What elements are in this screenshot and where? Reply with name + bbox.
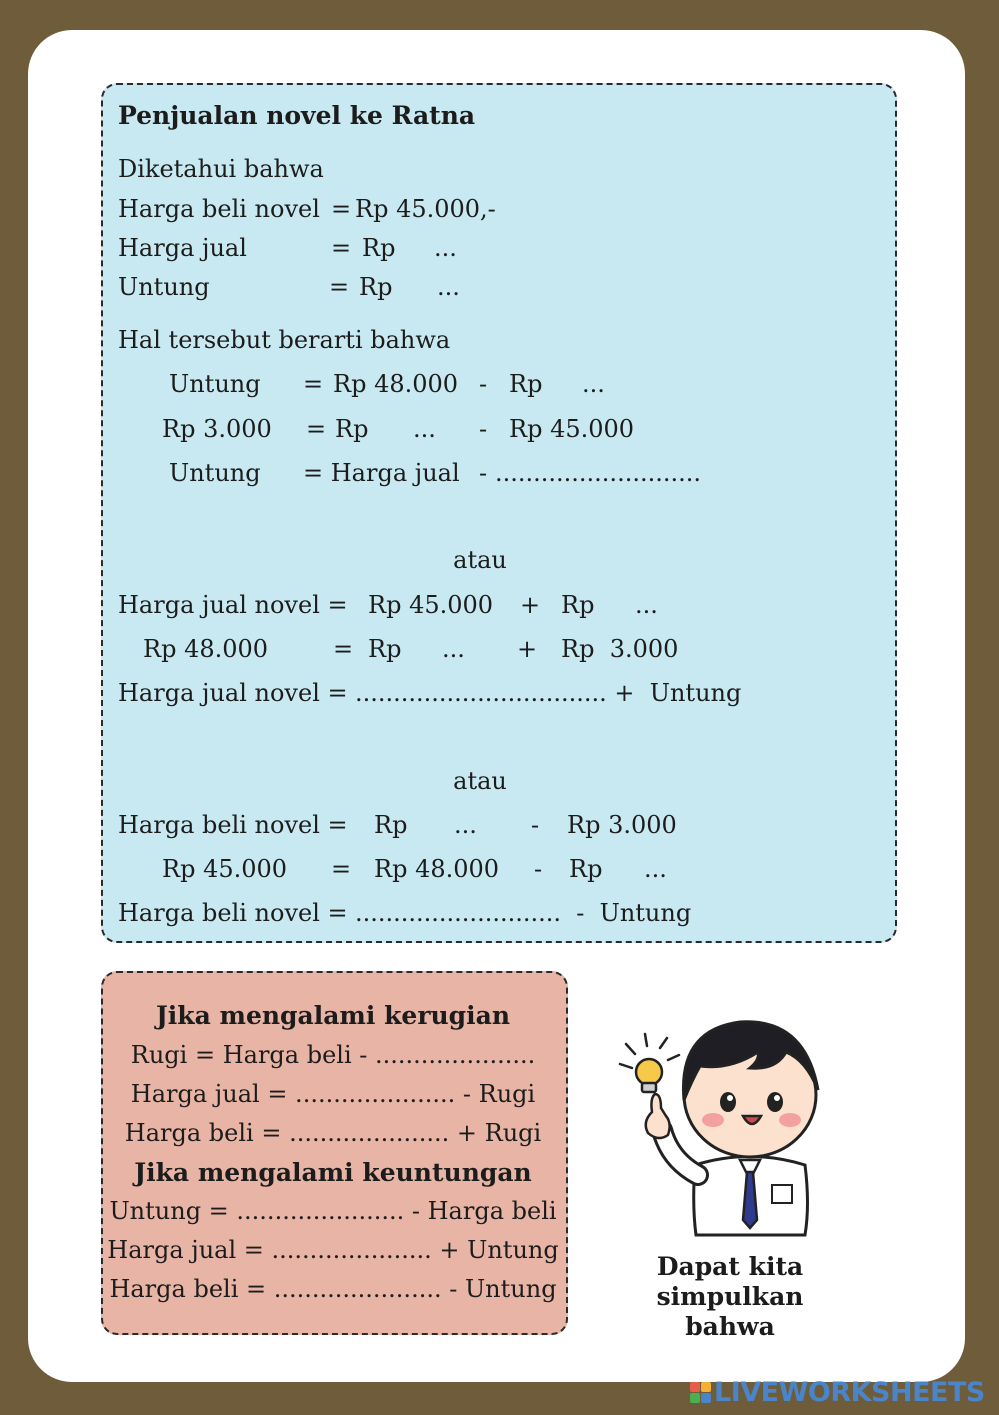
eq-term: Harga beli novel = <box>118 811 348 839</box>
formula-line: Harga jual = ..................... + Untung <box>107 1236 559 1264</box>
eq-sign: + <box>520 591 541 619</box>
blank-dots: ... <box>582 370 605 398</box>
formula-line: Harga beli = ...................... - Untung <box>109 1275 557 1303</box>
eq-sign: = <box>333 635 354 663</box>
eq-sign: = <box>303 370 324 398</box>
eq-term: Rp 45.000 <box>368 591 494 619</box>
eq-sign: - <box>534 855 543 883</box>
conclusion-caption <box>580 1252 880 1342</box>
known-label: Harga beli novel <box>118 195 320 223</box>
eq-sign: = <box>331 855 352 883</box>
eq-term: Rp 48.000 <box>143 635 269 663</box>
box-title: Penjualan novel ke Ratna <box>118 101 476 130</box>
eq-term: Harga jual novel = <box>118 591 348 619</box>
eq-sign: - <box>531 811 540 839</box>
eq-term: Rp <box>561 591 595 619</box>
means-text: Hal tersebut berarti bahwa <box>118 326 451 354</box>
blank-dots: ... <box>635 591 658 619</box>
blank-dots: ... <box>644 855 667 883</box>
eq-term: Rp <box>374 811 408 839</box>
eq-term: Rp 45.000 <box>162 855 288 883</box>
light-bulb-icon <box>636 1059 662 1092</box>
eq-term: ................................. + Untung <box>355 679 742 707</box>
eq-sign: + <box>517 635 538 663</box>
eq-term: Untung <box>169 459 261 487</box>
blank-dots: ........................... <box>495 459 701 487</box>
known-value: Rp 45.000,- <box>355 195 496 223</box>
formula-line: Rugi = Harga beli - ..................... <box>130 1041 536 1069</box>
eq-term: ........................... - Untung <box>355 899 692 927</box>
eq-term: = Harga jual <box>303 459 460 487</box>
known-eq: = <box>329 273 350 301</box>
known-label: Harga jual <box>118 234 247 262</box>
known-eq: = <box>331 195 352 223</box>
conclusion-line: Dapat kita simpulkan <box>656 1252 804 1311</box>
brand-name: LIVEWORKSHEETS <box>714 1376 985 1408</box>
eq-term: Rp 48.000 <box>374 855 500 883</box>
eq-term: Rp <box>368 635 402 663</box>
eq-sign: - <box>479 415 488 443</box>
eq-term: Harga beli novel = <box>118 899 348 927</box>
or-text: atau <box>453 546 507 574</box>
formula-line: Harga jual = ..................... - Rugi <box>130 1080 536 1108</box>
liveworksheets-logo <box>690 1376 985 1408</box>
or-text: atau <box>453 767 507 795</box>
student-idea-illustration <box>600 990 840 1240</box>
known-label: Untung <box>118 273 210 301</box>
intro-text: Diketahui bahwa <box>118 155 324 183</box>
known-rp: Rp <box>362 234 396 262</box>
eq-term: Rp 45.000 <box>509 415 635 443</box>
loss-heading: Jika mengalami kerugian <box>155 1001 511 1030</box>
eq-term: Rp 48.000 <box>333 370 459 398</box>
known-rp: Rp <box>359 273 393 301</box>
eq-sign: - <box>479 370 488 398</box>
eq-term: Rp <box>569 855 603 883</box>
eq-term: Rp <box>335 415 369 443</box>
conclusion-line: bahwa <box>685 1312 775 1341</box>
eq-sign: = <box>306 415 327 443</box>
eq-term: Rp 3.000 <box>162 415 272 443</box>
blank-dots: ... <box>434 234 457 262</box>
blank-dots: ... <box>454 811 477 839</box>
blank-dots: ... <box>413 415 436 443</box>
blank-dots: ... <box>442 635 465 663</box>
eq-term: Untung <box>169 370 261 398</box>
brand-grid-icon <box>690 1382 711 1403</box>
eq-term: Rp 3.000 <box>567 811 677 839</box>
formula-line: Untung = ...................... - Harga beli <box>109 1197 557 1225</box>
formula-line: Harga beli = ..................... + Rugi <box>124 1119 542 1147</box>
blank-dots: ... <box>437 273 460 301</box>
profit-heading: Jika mengalami keuntungan <box>134 1158 532 1187</box>
eq-term: Rp <box>509 370 543 398</box>
known-eq: = <box>331 234 352 262</box>
eq-sign: - <box>479 459 488 487</box>
eq-term: Harga jual novel = <box>118 679 348 707</box>
eq-term: Rp 3.000 <box>561 635 679 663</box>
